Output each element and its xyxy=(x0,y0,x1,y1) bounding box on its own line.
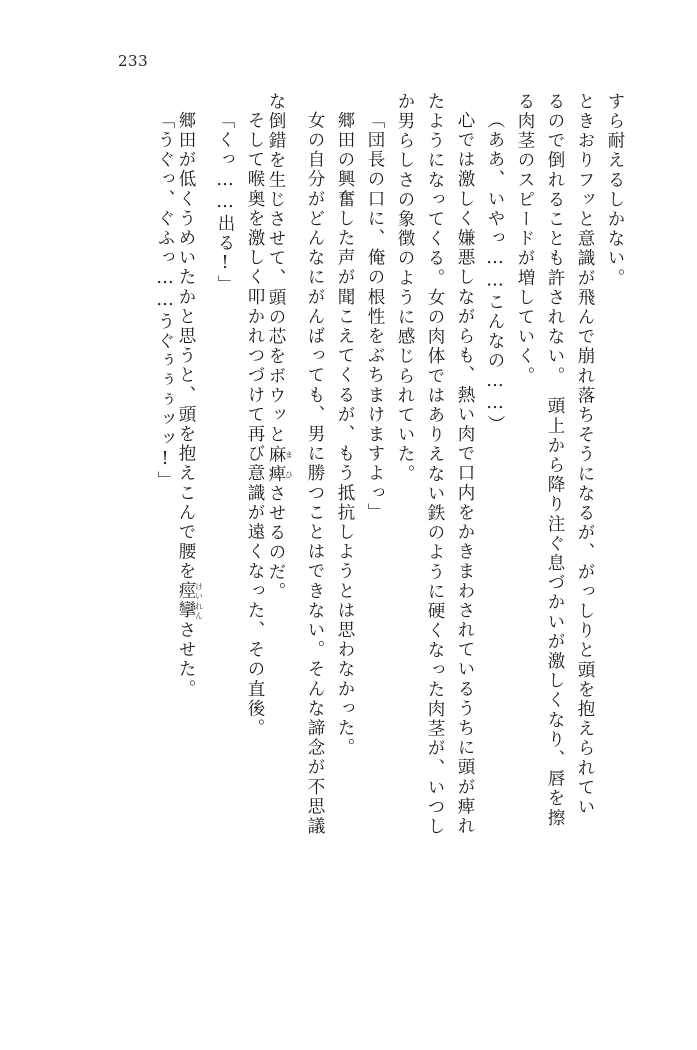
text-column: 「くっ……出る!」 xyxy=(215,111,235,295)
text-column: 女の自分がどんなにがんばっても、男に勝つことはできない。そんな諦念が不思議 xyxy=(305,111,325,837)
text-column: 「団長の口に、俺の根性をぶちまけますよっ」 xyxy=(365,111,385,523)
text-column: すら耐えるしかない。 xyxy=(605,92,625,288)
page-number: 233 xyxy=(118,52,149,70)
text-column: 郷田の興奮した声が聞こえてくるが、もう抵抗しようとは思わなかった。 xyxy=(335,111,355,758)
text-column: るので倒れることも許されない。 頭上から降り注ぐ息づかいが激しくなり、唇を擦 xyxy=(545,92,565,829)
text-column: ときおりフッと意識が飛んで崩れ落ちそうになるが、がっしりと頭を抱えられてい xyxy=(575,92,595,818)
text-column: 心では激しく嫌悪しながらも、熱い肉で口内をかきまわされているうちに頭が痺れ xyxy=(455,111,475,837)
text-column: そして喉奥を激しく叩かれつづけて再び意識が遠くなった、その直後。 xyxy=(245,111,265,739)
text-column: たようになってくる。女の肉体ではありえない鉄のように硬くなった肉茎が、いつし xyxy=(425,92,445,837)
text-column: 「うぐっ、ぐふっ……うぐぅぅぅッッ!」 xyxy=(155,111,175,491)
text-column: な倒錯を生じさせて、頭の芯をボウッと麻痺まひさせるのだ。 xyxy=(266,92,294,602)
text-column: る肉茎のスピードが増していく。 xyxy=(515,92,535,386)
text-column: 郷田が低くうめいたかと思うと、頭を抱えこんで腰を痙攣けいれんさせた。 xyxy=(176,111,204,700)
text-column: （ああ、いやっ……こんなの……） xyxy=(485,111,505,435)
text-column: か男らしさの象徴のように感じられていた。 xyxy=(395,92,415,484)
vertical-body-text xyxy=(143,92,623,972)
